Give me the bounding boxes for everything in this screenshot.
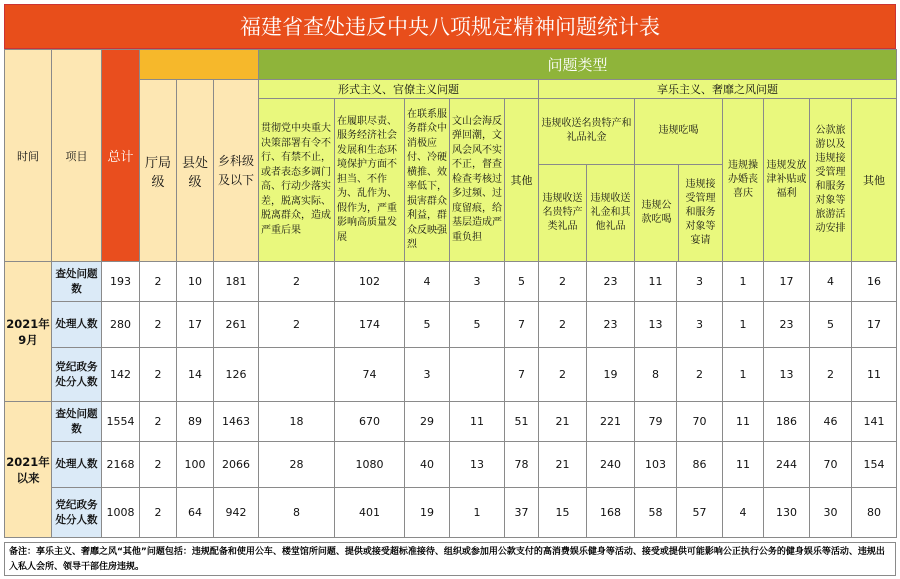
cell-eat-b: 57	[677, 488, 723, 538]
header-item: 项目	[52, 50, 102, 262]
cell-f2: 401	[335, 488, 405, 538]
cell-other: 11	[852, 348, 897, 402]
cell-wed: 1	[723, 262, 764, 302]
cell-f4: 5	[450, 302, 505, 348]
cell-allow: 13	[764, 348, 810, 402]
cell-wed: 1	[723, 302, 764, 348]
cell-eat-a: 58	[635, 488, 677, 538]
cell-wed: 11	[723, 442, 764, 488]
row-item-label: 处理人数	[52, 442, 102, 488]
cell-total: 1008	[102, 488, 140, 538]
header-h-gift-a: 违规收送名贵特产类礼品	[539, 164, 587, 261]
cell-f3: 4	[405, 262, 450, 302]
header-h-eat-b: 违规接受管理和服务对象等宴请	[679, 164, 723, 261]
cell-other: 141	[852, 402, 897, 442]
period-label: 2021年以来	[5, 402, 52, 538]
cell-f2: 1080	[335, 442, 405, 488]
header-eat-group	[635, 99, 723, 262]
row-item-label: 查处问题数	[52, 402, 102, 442]
header-level-band	[140, 50, 259, 80]
cell-eat-a: 13	[635, 302, 677, 348]
header-f4: 文山会海反弹回潮，文风会风不实不正，督查检查考核过多过频、过度留痕，给基层造成严重负担	[450, 99, 505, 262]
cell-f5: 5	[505, 262, 539, 302]
cell-gift-a: 21	[539, 402, 587, 442]
cell-xiang: 942	[214, 488, 259, 538]
cell-ting: 2	[140, 442, 177, 488]
cell-xian: 89	[177, 402, 214, 442]
cell-ting: 2	[140, 262, 177, 302]
cell-gift-a: 2	[539, 302, 587, 348]
cell-eat-a: 11	[635, 262, 677, 302]
cell-travel: 46	[810, 402, 852, 442]
cell-xian: 64	[177, 488, 214, 538]
cell-gift-b: 19	[587, 348, 635, 402]
period-label: 2021年9月	[5, 262, 52, 402]
cell-xiang: 126	[214, 348, 259, 402]
header-h-gift-b: 违规收送礼金和其他礼品	[587, 164, 635, 261]
header-level-ting: 厅局级	[140, 80, 177, 262]
cell-gift-b: 240	[587, 442, 635, 488]
cell-other: 80	[852, 488, 897, 538]
cell-ting: 2	[140, 302, 177, 348]
cell-f1: 2	[259, 262, 335, 302]
cell-other: 16	[852, 262, 897, 302]
cell-wed: 4	[723, 488, 764, 538]
cell-xian: 14	[177, 348, 214, 402]
cell-eat-b: 3	[677, 302, 723, 348]
cell-f1	[259, 348, 335, 402]
cell-wed: 1	[723, 348, 764, 402]
header-time: 时间	[5, 50, 52, 262]
cell-f2: 670	[335, 402, 405, 442]
cell-f4: 11	[450, 402, 505, 442]
cell-other: 154	[852, 442, 897, 488]
header-f1: 贯彻党中央重大决策部署有令不行、有禁不止，或者表态多调门高、行动少落实差，脱离实际、脱离群众，造成严重后果	[259, 99, 335, 262]
cell-allow: 186	[764, 402, 810, 442]
header-h-gift: 违规收送名贵特产和礼品礼金	[539, 99, 634, 164]
cell-f4: 3	[450, 262, 505, 302]
cell-gift-b: 23	[587, 262, 635, 302]
header-level-xian: 县处级	[177, 80, 214, 262]
cell-travel: 70	[810, 442, 852, 488]
cell-eat-b: 86	[677, 442, 723, 488]
cell-ting: 2	[140, 488, 177, 538]
cell-allow: 23	[764, 302, 810, 348]
cell-f2: 102	[335, 262, 405, 302]
header-f5: 其他	[505, 99, 539, 262]
stats-table	[4, 49, 897, 538]
row-item-label: 查处问题数	[52, 262, 102, 302]
cell-allow: 130	[764, 488, 810, 538]
cell-ting: 2	[140, 348, 177, 402]
cell-total: 1554	[102, 402, 140, 442]
cell-f5: 7	[505, 302, 539, 348]
cell-eat-b: 70	[677, 402, 723, 442]
cell-xian: 10	[177, 262, 214, 302]
cell-f1: 8	[259, 488, 335, 538]
header-h-eat-a: 违规公款吃喝	[635, 164, 679, 261]
cell-travel: 5	[810, 302, 852, 348]
cell-f5: 78	[505, 442, 539, 488]
cell-travel: 30	[810, 488, 852, 538]
header-h-eat: 违规吃喝	[635, 99, 722, 164]
cell-f3: 5	[405, 302, 450, 348]
cell-f3: 40	[405, 442, 450, 488]
cell-travel: 4	[810, 262, 852, 302]
cell-xian: 100	[177, 442, 214, 488]
cell-xian: 17	[177, 302, 214, 348]
row-item-label: 处理人数	[52, 302, 102, 348]
cell-total: 193	[102, 262, 140, 302]
header-problem-type: 问题类型	[259, 50, 897, 80]
header-group-hedonism: 享乐主义、奢靡之风问题	[539, 80, 897, 99]
cell-eat-a: 103	[635, 442, 677, 488]
cell-eat-b: 2	[677, 348, 723, 402]
cell-f2: 74	[335, 348, 405, 402]
footnote: 备注：享乐主义、奢靡之风“其他”问题包括：违规配备和使用公车、楼堂馆所问题、提供或接受超标准接待、组织或参加用公款支付的高消费娱乐健身等活动、接受或提供可能影响公正执行公务的健身娱乐等活动、违规出入私人会所、领导干部住房违规。	[4, 542, 896, 576]
cell-other: 17	[852, 302, 897, 348]
cell-gift-a: 21	[539, 442, 587, 488]
cell-eat-a: 8	[635, 348, 677, 402]
cell-f3: 19	[405, 488, 450, 538]
cell-f1: 28	[259, 442, 335, 488]
cell-xiang: 1463	[214, 402, 259, 442]
cell-f1: 18	[259, 402, 335, 442]
header-h-allow: 违规发放津补贴或福利	[764, 99, 810, 262]
cell-f5: 37	[505, 488, 539, 538]
cell-eat-b: 3	[677, 262, 723, 302]
cell-ting: 2	[140, 402, 177, 442]
cell-f3: 3	[405, 348, 450, 402]
cell-allow: 17	[764, 262, 810, 302]
table-title: 福建省查处违反中央八项规定精神问题统计表	[4, 4, 896, 49]
header-group-formalism: 形式主义、官僚主义问题	[259, 80, 539, 99]
cell-eat-a: 79	[635, 402, 677, 442]
cell-gift-b: 221	[587, 402, 635, 442]
cell-total: 280	[102, 302, 140, 348]
cell-travel: 2	[810, 348, 852, 402]
cell-f4: 13	[450, 442, 505, 488]
cell-gift-a: 2	[539, 262, 587, 302]
cell-f4: 1	[450, 488, 505, 538]
header-h-wed: 违规操办婚丧喜庆	[723, 99, 764, 262]
cell-f5: 51	[505, 402, 539, 442]
cell-gift-b: 168	[587, 488, 635, 538]
row-item-label: 党纪政务处分人数	[52, 348, 102, 402]
cell-f1: 2	[259, 302, 335, 348]
cell-allow: 244	[764, 442, 810, 488]
header-total: 总计	[102, 50, 140, 262]
cell-xiang: 2066	[214, 442, 259, 488]
cell-gift-b: 23	[587, 302, 635, 348]
cell-xiang: 181	[214, 262, 259, 302]
cell-f2: 174	[335, 302, 405, 348]
cell-f4	[450, 348, 505, 402]
cell-gift-a: 2	[539, 348, 587, 402]
cell-gift-a: 15	[539, 488, 587, 538]
header-gift-group	[539, 99, 635, 262]
cell-xiang: 261	[214, 302, 259, 348]
header-f2: 在履职尽责、服务经济社会发展和生态环境保护方面不担当、不作为、乱作为、假作为，严重影响高质量发展	[335, 99, 405, 262]
header-f3: 在联系服务群众中消极应付、冷硬横推、效率低下，损害群众利益，群众反映强烈	[405, 99, 450, 262]
header-h-travel: 公款旅游以及违规接受管理和服务对象等旅游活动安排	[810, 99, 852, 262]
header-level-xiang: 乡科级及以下	[214, 80, 259, 262]
cell-total: 2168	[102, 442, 140, 488]
cell-wed: 11	[723, 402, 764, 442]
header-h-other: 其他	[852, 99, 897, 262]
row-item-label: 党纪政务处分人数	[52, 488, 102, 538]
cell-f3: 29	[405, 402, 450, 442]
cell-f5: 7	[505, 348, 539, 402]
cell-total: 142	[102, 348, 140, 402]
